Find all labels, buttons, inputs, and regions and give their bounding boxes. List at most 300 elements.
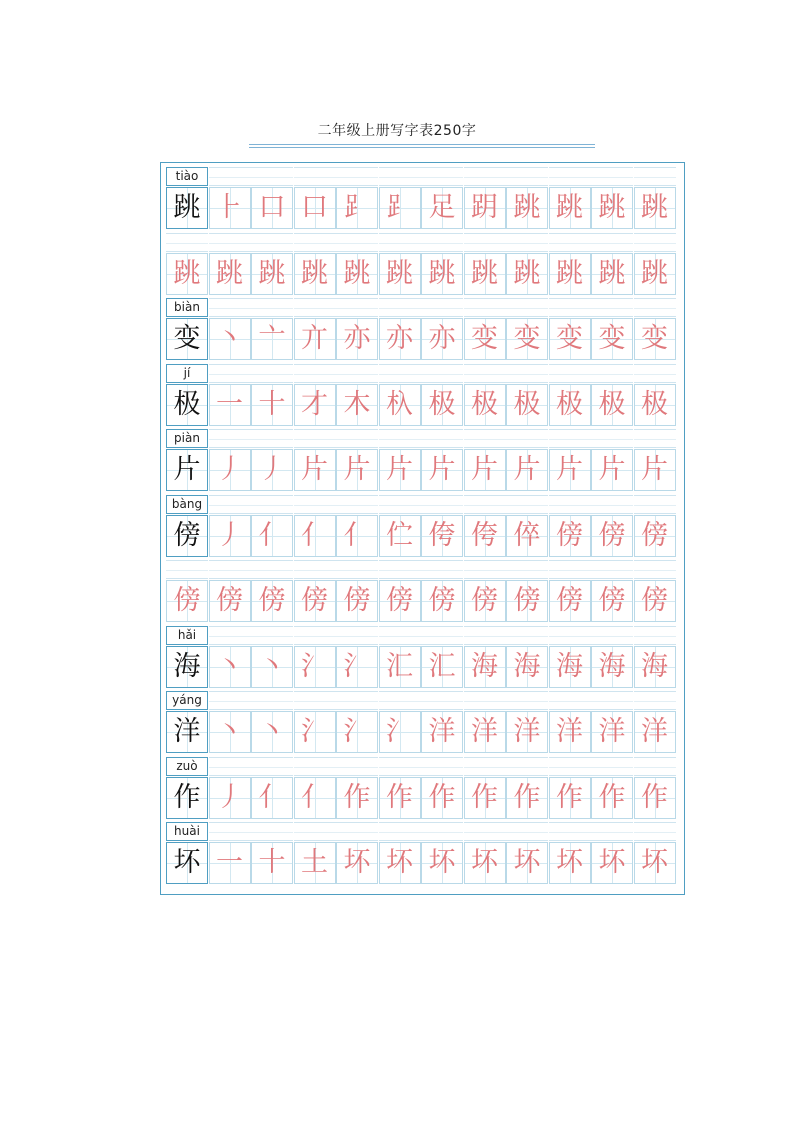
stroke-step-character: 跳 — [556, 192, 583, 223]
pinyin-label — [166, 364, 208, 383]
stroke-practice-cell — [421, 646, 463, 688]
pinyin-band — [209, 233, 251, 252]
pinyin-band — [294, 233, 336, 252]
pinyin-label — [166, 757, 208, 776]
stroke-practice-cell — [251, 580, 293, 622]
stroke-practice-cell — [166, 253, 208, 295]
stroke-practice-cell — [421, 384, 463, 426]
stroke-step-character: 才 — [301, 388, 328, 420]
model-character-cell — [166, 646, 208, 688]
pinyin-band — [209, 691, 251, 710]
stroke-step-character: 坏 — [513, 847, 541, 878]
pinyin-band — [294, 626, 336, 645]
pinyin-band — [209, 560, 251, 579]
pinyin-band — [506, 691, 548, 710]
stroke-step-character: 倅 — [513, 519, 541, 551]
stroke-practice-cell — [251, 449, 293, 491]
pinyin-band — [421, 560, 463, 579]
stroke-step-character: 作 — [641, 781, 668, 813]
stroke-practice-cell — [549, 384, 591, 426]
stroke-practice-cell — [379, 580, 421, 622]
stroke-practice-cell — [336, 318, 378, 360]
stroke-practice-cell — [209, 253, 251, 295]
pinyin-band — [209, 364, 251, 383]
stroke-step-character: 傍 — [513, 585, 541, 616]
stroke-practice-cell — [464, 187, 506, 229]
pinyin-band — [549, 298, 591, 317]
pinyin-band — [336, 822, 378, 841]
stroke-practice-cell — [591, 384, 633, 426]
pinyin-band — [294, 560, 336, 579]
stroke-step-character: ⻊ — [343, 192, 371, 223]
stroke-step-character: 一 — [216, 388, 243, 420]
pinyin-band — [251, 429, 293, 448]
stroke-step-character: 丿 — [216, 781, 243, 813]
stroke-step-character: 氵 — [343, 650, 371, 682]
pinyin-band — [336, 429, 378, 448]
stroke-step-character: 极 — [513, 388, 541, 420]
stroke-step-character: 片 — [556, 454, 583, 485]
stroke-step-character: 片 — [598, 454, 626, 485]
pinyin-band — [464, 233, 506, 252]
pinyin-band — [591, 495, 633, 514]
stroke-step-character: 作 — [513, 781, 541, 813]
pinyin-band — [506, 495, 548, 514]
pinyin-band — [634, 167, 676, 186]
model-character: 变 — [173, 323, 201, 354]
stroke-step-character: 亻 — [258, 519, 286, 551]
pinyin-band — [549, 167, 591, 186]
pinyin-band — [294, 495, 336, 514]
stroke-practice-cell — [379, 449, 421, 491]
model-character-cell — [166, 777, 208, 819]
stroke-practice-cell — [591, 580, 633, 622]
stroke-step-character: 亣 — [301, 323, 328, 354]
stroke-practice-cell — [379, 515, 421, 557]
stroke-practice-cell — [591, 777, 633, 819]
stroke-practice-cell — [464, 777, 506, 819]
stroke-practice-cell — [591, 318, 633, 360]
stroke-step-character: 海 — [513, 650, 541, 682]
stroke-practice-cell — [591, 842, 633, 884]
pinyin-band — [549, 364, 591, 383]
pinyin-band — [506, 822, 548, 841]
stroke-step-character: 洋 — [556, 716, 583, 747]
stroke-practice-cell — [506, 646, 548, 688]
stroke-practice-cell — [294, 449, 336, 491]
pinyin-band — [591, 429, 633, 448]
stroke-step-character: 坏 — [598, 847, 626, 878]
stroke-step-character: 傍 — [598, 519, 626, 551]
pinyin-text: biàn — [174, 300, 200, 314]
stroke-step-character: 丶 — [258, 716, 286, 747]
pinyin-band — [166, 233, 208, 252]
model-character-cell — [166, 711, 208, 753]
pinyin-band — [634, 364, 676, 383]
pinyin-text: piàn — [174, 431, 200, 445]
stroke-practice-cell — [464, 384, 506, 426]
stroke-practice-cell — [634, 777, 676, 819]
stroke-step-character: 变 — [598, 323, 626, 354]
stroke-step-character: 极 — [598, 388, 626, 420]
stroke-step-character: 亻 — [343, 519, 371, 551]
stroke-practice-cell — [251, 318, 293, 360]
pinyin-band — [464, 167, 506, 186]
stroke-practice-cell — [464, 842, 506, 884]
stroke-practice-cell — [294, 711, 336, 753]
stroke-practice-cell — [464, 253, 506, 295]
pinyin-band — [634, 495, 676, 514]
stroke-step-character: 十 — [258, 388, 286, 420]
stroke-step-character: 傍 — [343, 585, 371, 616]
stroke-practice-cell — [336, 777, 378, 819]
stroke-practice-cell — [506, 318, 548, 360]
pinyin-band — [634, 626, 676, 645]
pinyin-band — [336, 757, 378, 776]
stroke-practice-cell — [421, 253, 463, 295]
pinyin-band — [209, 429, 251, 448]
pinyin-band — [591, 560, 633, 579]
pinyin-text: tiào — [175, 169, 199, 183]
stroke-step-character: 丶 — [216, 650, 243, 682]
stroke-step-character: 氵 — [386, 716, 413, 747]
pinyin-band — [421, 495, 463, 514]
stroke-step-character: 坏 — [641, 847, 668, 878]
stroke-step-character: 傍 — [556, 585, 583, 616]
stroke-practice-cell — [634, 384, 676, 426]
pinyin-label — [166, 626, 208, 645]
pinyin-band — [464, 691, 506, 710]
stroke-step-character: 亻 — [258, 781, 286, 813]
pinyin-band — [379, 560, 421, 579]
stroke-practice-cell — [336, 515, 378, 557]
stroke-step-character: 傍 — [216, 585, 243, 616]
pinyin-band — [506, 364, 548, 383]
stroke-step-character: 作 — [598, 781, 626, 813]
stroke-step-character: 汇 — [428, 650, 456, 682]
stroke-step-character: 傍 — [173, 585, 201, 616]
pinyin-band — [464, 495, 506, 514]
stroke-practice-cell — [506, 515, 548, 557]
pinyin-band — [336, 364, 378, 383]
pinyin-band — [634, 560, 676, 579]
model-character: 跳 — [173, 192, 201, 223]
pinyin-band — [251, 495, 293, 514]
stroke-step-character: 傍 — [301, 585, 328, 616]
pinyin-band — [251, 298, 293, 317]
stroke-step-character: 汇 — [386, 650, 413, 682]
pinyin-band — [591, 626, 633, 645]
stroke-step-character: 傍 — [598, 585, 626, 616]
pinyin-band — [421, 822, 463, 841]
pinyin-band — [634, 757, 676, 776]
stroke-practice-cell — [549, 777, 591, 819]
pinyin-label — [166, 167, 208, 186]
pinyin-band — [379, 757, 421, 776]
stroke-step-character: 口 — [258, 192, 286, 223]
stroke-step-character: 坏 — [556, 847, 583, 878]
pinyin-label — [166, 691, 208, 710]
pinyin-band — [294, 691, 336, 710]
pinyin-band — [591, 298, 633, 317]
stroke-practice-cell — [464, 449, 506, 491]
pinyin-band — [294, 167, 336, 186]
stroke-practice-cell — [549, 580, 591, 622]
pinyin-band — [336, 691, 378, 710]
pinyin-band — [549, 429, 591, 448]
stroke-practice-cell — [634, 515, 676, 557]
pinyin-band — [251, 757, 293, 776]
pinyin-band — [591, 822, 633, 841]
pinyin-band — [251, 691, 293, 710]
stroke-practice-cell — [251, 777, 293, 819]
pinyin-band — [421, 757, 463, 776]
stroke-step-character: 亦 — [343, 323, 371, 354]
pinyin-band — [506, 626, 548, 645]
stroke-step-character: 侉 — [428, 519, 456, 551]
stroke-practice-cell — [336, 842, 378, 884]
stroke-step-character: 亦 — [428, 323, 456, 354]
stroke-practice-cell — [506, 777, 548, 819]
stroke-practice-cell — [294, 646, 336, 688]
stroke-practice-cell — [251, 384, 293, 426]
pinyin-band — [379, 233, 421, 252]
pinyin-band — [209, 495, 251, 514]
stroke-step-character: 洋 — [641, 716, 668, 747]
stroke-step-character: 极 — [428, 388, 456, 420]
model-character-cell — [166, 449, 208, 491]
stroke-practice-cell — [506, 711, 548, 753]
stroke-practice-cell — [549, 449, 591, 491]
pinyin-band — [464, 429, 506, 448]
pinyin-band — [294, 429, 336, 448]
stroke-practice-cell — [549, 515, 591, 557]
stroke-practice-cell — [209, 515, 251, 557]
pinyin-band — [294, 298, 336, 317]
pinyin-band — [379, 167, 421, 186]
stroke-step-character: 亻 — [301, 519, 328, 551]
pinyin-label — [166, 298, 208, 317]
stroke-step-character: 傍 — [641, 585, 668, 616]
pinyin-band — [251, 822, 293, 841]
stroke-practice-cell — [634, 646, 676, 688]
stroke-step-character: 作 — [428, 781, 456, 813]
stroke-practice-cell — [549, 646, 591, 688]
stroke-practice-cell — [591, 449, 633, 491]
stroke-step-character: 坏 — [428, 847, 456, 878]
pinyin-band — [464, 757, 506, 776]
stroke-step-character: 丿 — [216, 519, 243, 551]
stroke-step-character: 片 — [343, 454, 371, 485]
stroke-step-character: 跳 — [556, 257, 583, 289]
stroke-step-character: ⻊ — [386, 192, 413, 223]
model-character: 洋 — [173, 716, 201, 747]
pinyin-band — [421, 364, 463, 383]
stroke-practice-cell — [336, 711, 378, 753]
stroke-step-character: 氵 — [301, 650, 328, 682]
stroke-step-character: 一 — [216, 847, 243, 878]
stroke-step-character: 坏 — [386, 847, 413, 878]
stroke-practice-cell — [549, 253, 591, 295]
pinyin-band — [634, 691, 676, 710]
stroke-practice-cell — [506, 253, 548, 295]
model-character-cell — [166, 842, 208, 884]
stroke-practice-cell — [251, 842, 293, 884]
stroke-practice-cell — [634, 580, 676, 622]
pinyin-band — [336, 233, 378, 252]
stroke-practice-cell — [591, 515, 633, 557]
pinyin-band — [506, 560, 548, 579]
stroke-practice-cell — [294, 187, 336, 229]
pinyin-band — [549, 757, 591, 776]
stroke-step-character: 傍 — [471, 585, 498, 616]
stroke-step-character: 洋 — [428, 716, 456, 747]
stroke-step-character: 片 — [471, 454, 498, 485]
stroke-practice-cell — [209, 842, 251, 884]
stroke-practice-cell — [421, 777, 463, 819]
stroke-step-character: 极 — [471, 388, 498, 420]
stroke-step-character: 跳 — [641, 257, 668, 289]
pinyin-band — [294, 822, 336, 841]
stroke-step-character: 跳 — [598, 192, 626, 223]
stroke-practice-cell — [379, 253, 421, 295]
stroke-step-character: 跳 — [513, 192, 541, 223]
stroke-practice-cell — [634, 711, 676, 753]
pinyin-band — [251, 233, 293, 252]
pinyin-band — [209, 167, 251, 186]
title-underline-secondary — [249, 147, 595, 148]
stroke-step-character: 木 — [343, 388, 371, 420]
stroke-step-character: 跳 — [258, 257, 286, 289]
pinyin-text: yáng — [172, 693, 202, 707]
stroke-step-character: 足 — [428, 192, 456, 223]
pinyin-band — [379, 495, 421, 514]
stroke-step-character: 丿 — [216, 454, 243, 485]
pinyin-text: zuò — [176, 758, 198, 773]
stroke-practice-cell — [336, 384, 378, 426]
pinyin-band — [506, 757, 548, 776]
stroke-step-character: 变 — [556, 323, 583, 354]
stroke-practice-cell — [294, 384, 336, 426]
stroke-step-character: 坏 — [343, 847, 371, 878]
pinyin-band — [464, 298, 506, 317]
stroke-step-character: 杁 — [386, 388, 413, 420]
pinyin-band — [506, 429, 548, 448]
stroke-step-character: 丿 — [258, 454, 286, 485]
stroke-practice-cell — [336, 449, 378, 491]
stroke-step-character: 跳 — [301, 257, 328, 289]
pinyin-label — [166, 495, 208, 514]
stroke-practice-cell — [251, 187, 293, 229]
stroke-step-character: 跳 — [471, 257, 498, 289]
pinyin-band — [591, 233, 633, 252]
pinyin-band — [464, 560, 506, 579]
model-character: 坏 — [173, 847, 201, 878]
stroke-practice-cell — [209, 187, 251, 229]
stroke-step-character: 作 — [343, 781, 371, 813]
model-character-cell — [166, 318, 208, 360]
stroke-practice-cell — [294, 253, 336, 295]
stroke-step-character: 亻 — [301, 781, 328, 813]
stroke-practice-cell — [421, 318, 463, 360]
stroke-step-character: 跳 — [386, 257, 413, 289]
stroke-step-character: 跳 — [428, 257, 456, 289]
stroke-practice-cell — [379, 187, 421, 229]
stroke-practice-cell — [209, 449, 251, 491]
pinyin-band — [251, 626, 293, 645]
pinyin-label — [166, 822, 208, 841]
stroke-practice-cell — [379, 842, 421, 884]
stroke-step-character: 变 — [641, 323, 668, 354]
stroke-step-character: 片 — [641, 454, 668, 485]
stroke-practice-cell — [464, 711, 506, 753]
stroke-practice-cell — [336, 646, 378, 688]
stroke-practice-cell — [379, 777, 421, 819]
model-character: 海 — [173, 650, 201, 682]
stroke-practice-cell — [464, 318, 506, 360]
stroke-practice-cell — [336, 187, 378, 229]
stroke-step-character: 变 — [471, 323, 498, 354]
stroke-step-character: 丶 — [258, 650, 286, 682]
stroke-practice-cell — [336, 580, 378, 622]
stroke-step-character: 傍 — [641, 519, 668, 551]
stroke-step-character: 作 — [471, 781, 498, 813]
stroke-step-character: 片 — [513, 454, 541, 485]
stroke-step-character: 海 — [641, 650, 668, 682]
pinyin-band — [379, 298, 421, 317]
stroke-step-character: 口 — [301, 192, 328, 223]
stroke-practice-cell — [634, 187, 676, 229]
pinyin-band — [336, 626, 378, 645]
stroke-step-character: ⺊ — [216, 192, 243, 223]
pinyin-band — [379, 691, 421, 710]
stroke-step-character: 跳 — [598, 257, 626, 289]
stroke-step-character: 片 — [386, 454, 413, 485]
pinyin-band — [421, 233, 463, 252]
stroke-practice-cell — [209, 318, 251, 360]
stroke-step-character: 傍 — [258, 585, 286, 616]
stroke-practice-cell — [209, 580, 251, 622]
model-character-cell — [166, 384, 208, 426]
stroke-practice-cell — [294, 318, 336, 360]
stroke-practice-cell — [421, 187, 463, 229]
stroke-step-character: 海 — [598, 650, 626, 682]
stroke-step-character: 十 — [258, 847, 286, 878]
stroke-practice-cell — [294, 777, 336, 819]
stroke-practice-cell — [634, 842, 676, 884]
pinyin-band — [421, 298, 463, 317]
stroke-step-character: 作 — [556, 781, 583, 813]
stroke-step-character: 跳 — [343, 257, 371, 289]
model-character: 傍 — [173, 519, 201, 551]
stroke-practice-cell — [421, 515, 463, 557]
model-character: 片 — [173, 454, 201, 485]
stroke-step-character: 傍 — [428, 585, 456, 616]
stroke-practice-cell — [421, 580, 463, 622]
stroke-step-character: 海 — [556, 650, 583, 682]
stroke-practice-cell — [209, 777, 251, 819]
pinyin-band — [591, 757, 633, 776]
stroke-step-character: 伫 — [386, 519, 413, 551]
stroke-step-character: 跳 — [513, 257, 541, 289]
stroke-step-character: 亠 — [258, 323, 286, 354]
pinyin-text: jí — [183, 365, 191, 380]
stroke-step-character: 片 — [301, 454, 328, 485]
stroke-step-character: 作 — [386, 781, 413, 813]
pinyin-band — [251, 167, 293, 186]
stroke-practice-cell — [506, 187, 548, 229]
stroke-practice-cell — [294, 515, 336, 557]
